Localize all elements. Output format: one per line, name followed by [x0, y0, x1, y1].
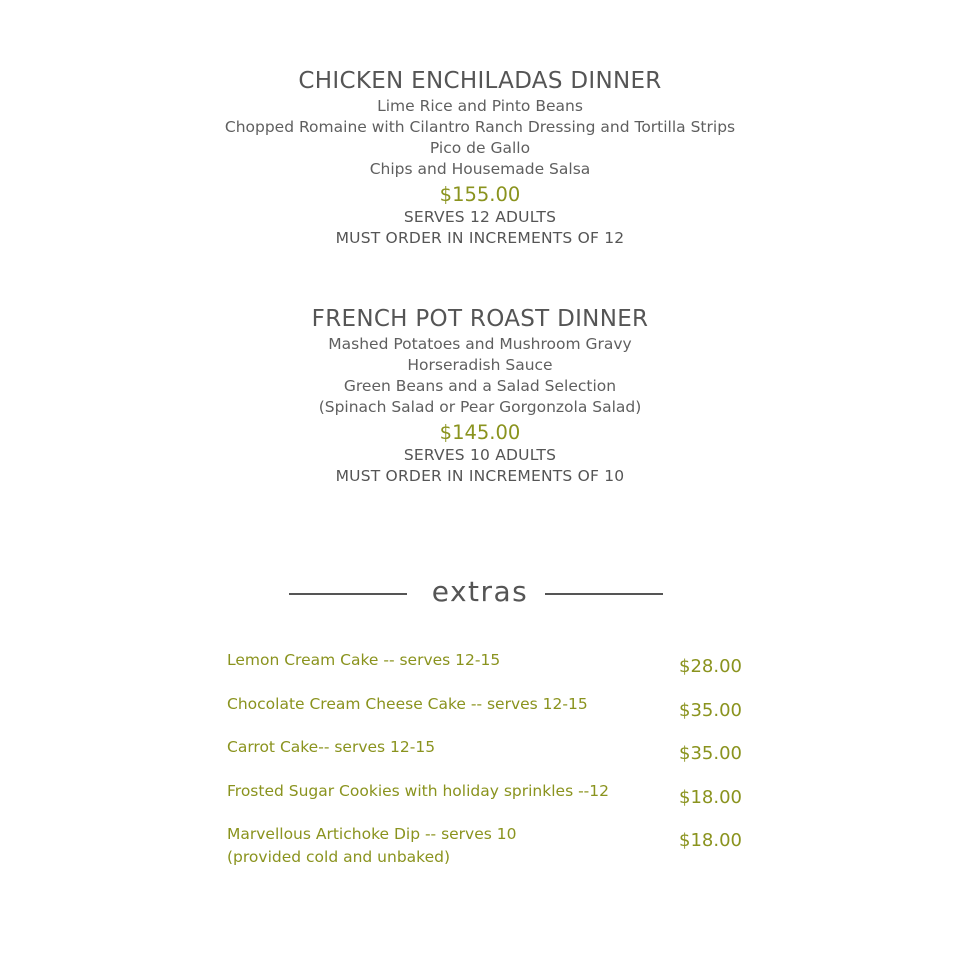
- extras-list-item: [227, 735, 747, 779]
- dinner-item: Pico de Gallo: [429, 139, 531, 157]
- extras-heading: [0, 572, 960, 614]
- dinner-price: $155.00: [439, 183, 521, 206]
- extra-item-note: (provided cold and unbaked): [227, 848, 451, 866]
- dinner-item-list: [0, 96, 960, 180]
- dinner-serves: SERVES 10 ADULTS: [403, 446, 557, 464]
- dinner-price: $145.00: [439, 421, 521, 444]
- extras-title: extras: [431, 575, 529, 608]
- dinner-increments: MUST ORDER IN INCREMENTS OF 10: [335, 467, 625, 485]
- dinner-item: Horseradish Sauce: [407, 356, 553, 374]
- extra-item-name: Carrot Cake-- serves 12-15: [227, 738, 436, 756]
- dinner-title: CHICKEN ENCHILADAS DINNER: [298, 68, 662, 94]
- extra-item-name: Frosted Sugar Cookies with holiday sprinkles --12: [227, 781, 609, 800]
- dinner-item: Green Beans and a Salad Selection: [343, 377, 617, 395]
- dinner-item: (Spinach Salad or Pear Gorgonzola Salad): [318, 398, 642, 416]
- extra-item-name: Marvellous Artichoke Dip -- serves 10: [227, 825, 517, 843]
- extra-item-name: Chocolate Cream Cheese Cake -- serves 12-15: [227, 694, 588, 713]
- extra-item-price: $35.00: [679, 699, 742, 721]
- extras-list-item: [227, 692, 747, 736]
- dinner-serves: SERVES 12 ADULTS: [403, 208, 557, 226]
- dinner-item: Chopped Romaine with Cilantro Ranch Dressing and Tortilla Strips: [224, 118, 736, 136]
- extra-item-name: Lemon Cream Cake -- serves 12-15: [227, 651, 501, 669]
- dinner-item: Lime Rice and Pinto Beans: [377, 97, 583, 115]
- extras-list-item: [227, 822, 747, 874]
- dinner-increments: MUST ORDER IN INCREMENTS OF 12: [335, 229, 625, 247]
- extra-item-name-block: [227, 823, 647, 869]
- extras-list-item: [227, 779, 747, 823]
- dinner-item-list: [0, 334, 960, 418]
- extras-list-item: [227, 648, 747, 692]
- dinner-title: FRENCH POT ROAST DINNER: [311, 306, 649, 332]
- extra-item-price: $18.00: [679, 830, 742, 851]
- dinner-section-french-pot-roast: [0, 304, 960, 487]
- dinner-item: Chips and Housemade Salsa: [369, 160, 591, 178]
- dinner-section-chicken-enchiladas: [0, 66, 960, 249]
- extra-item-price: $28.00: [679, 656, 742, 677]
- extra-item-price: $35.00: [679, 743, 742, 764]
- divider-right: [545, 593, 663, 595]
- extra-item-price: $18.00: [679, 786, 742, 808]
- extras-list: [227, 648, 747, 874]
- dinner-item: Mashed Potatoes and Mushroom Gravy: [328, 335, 632, 353]
